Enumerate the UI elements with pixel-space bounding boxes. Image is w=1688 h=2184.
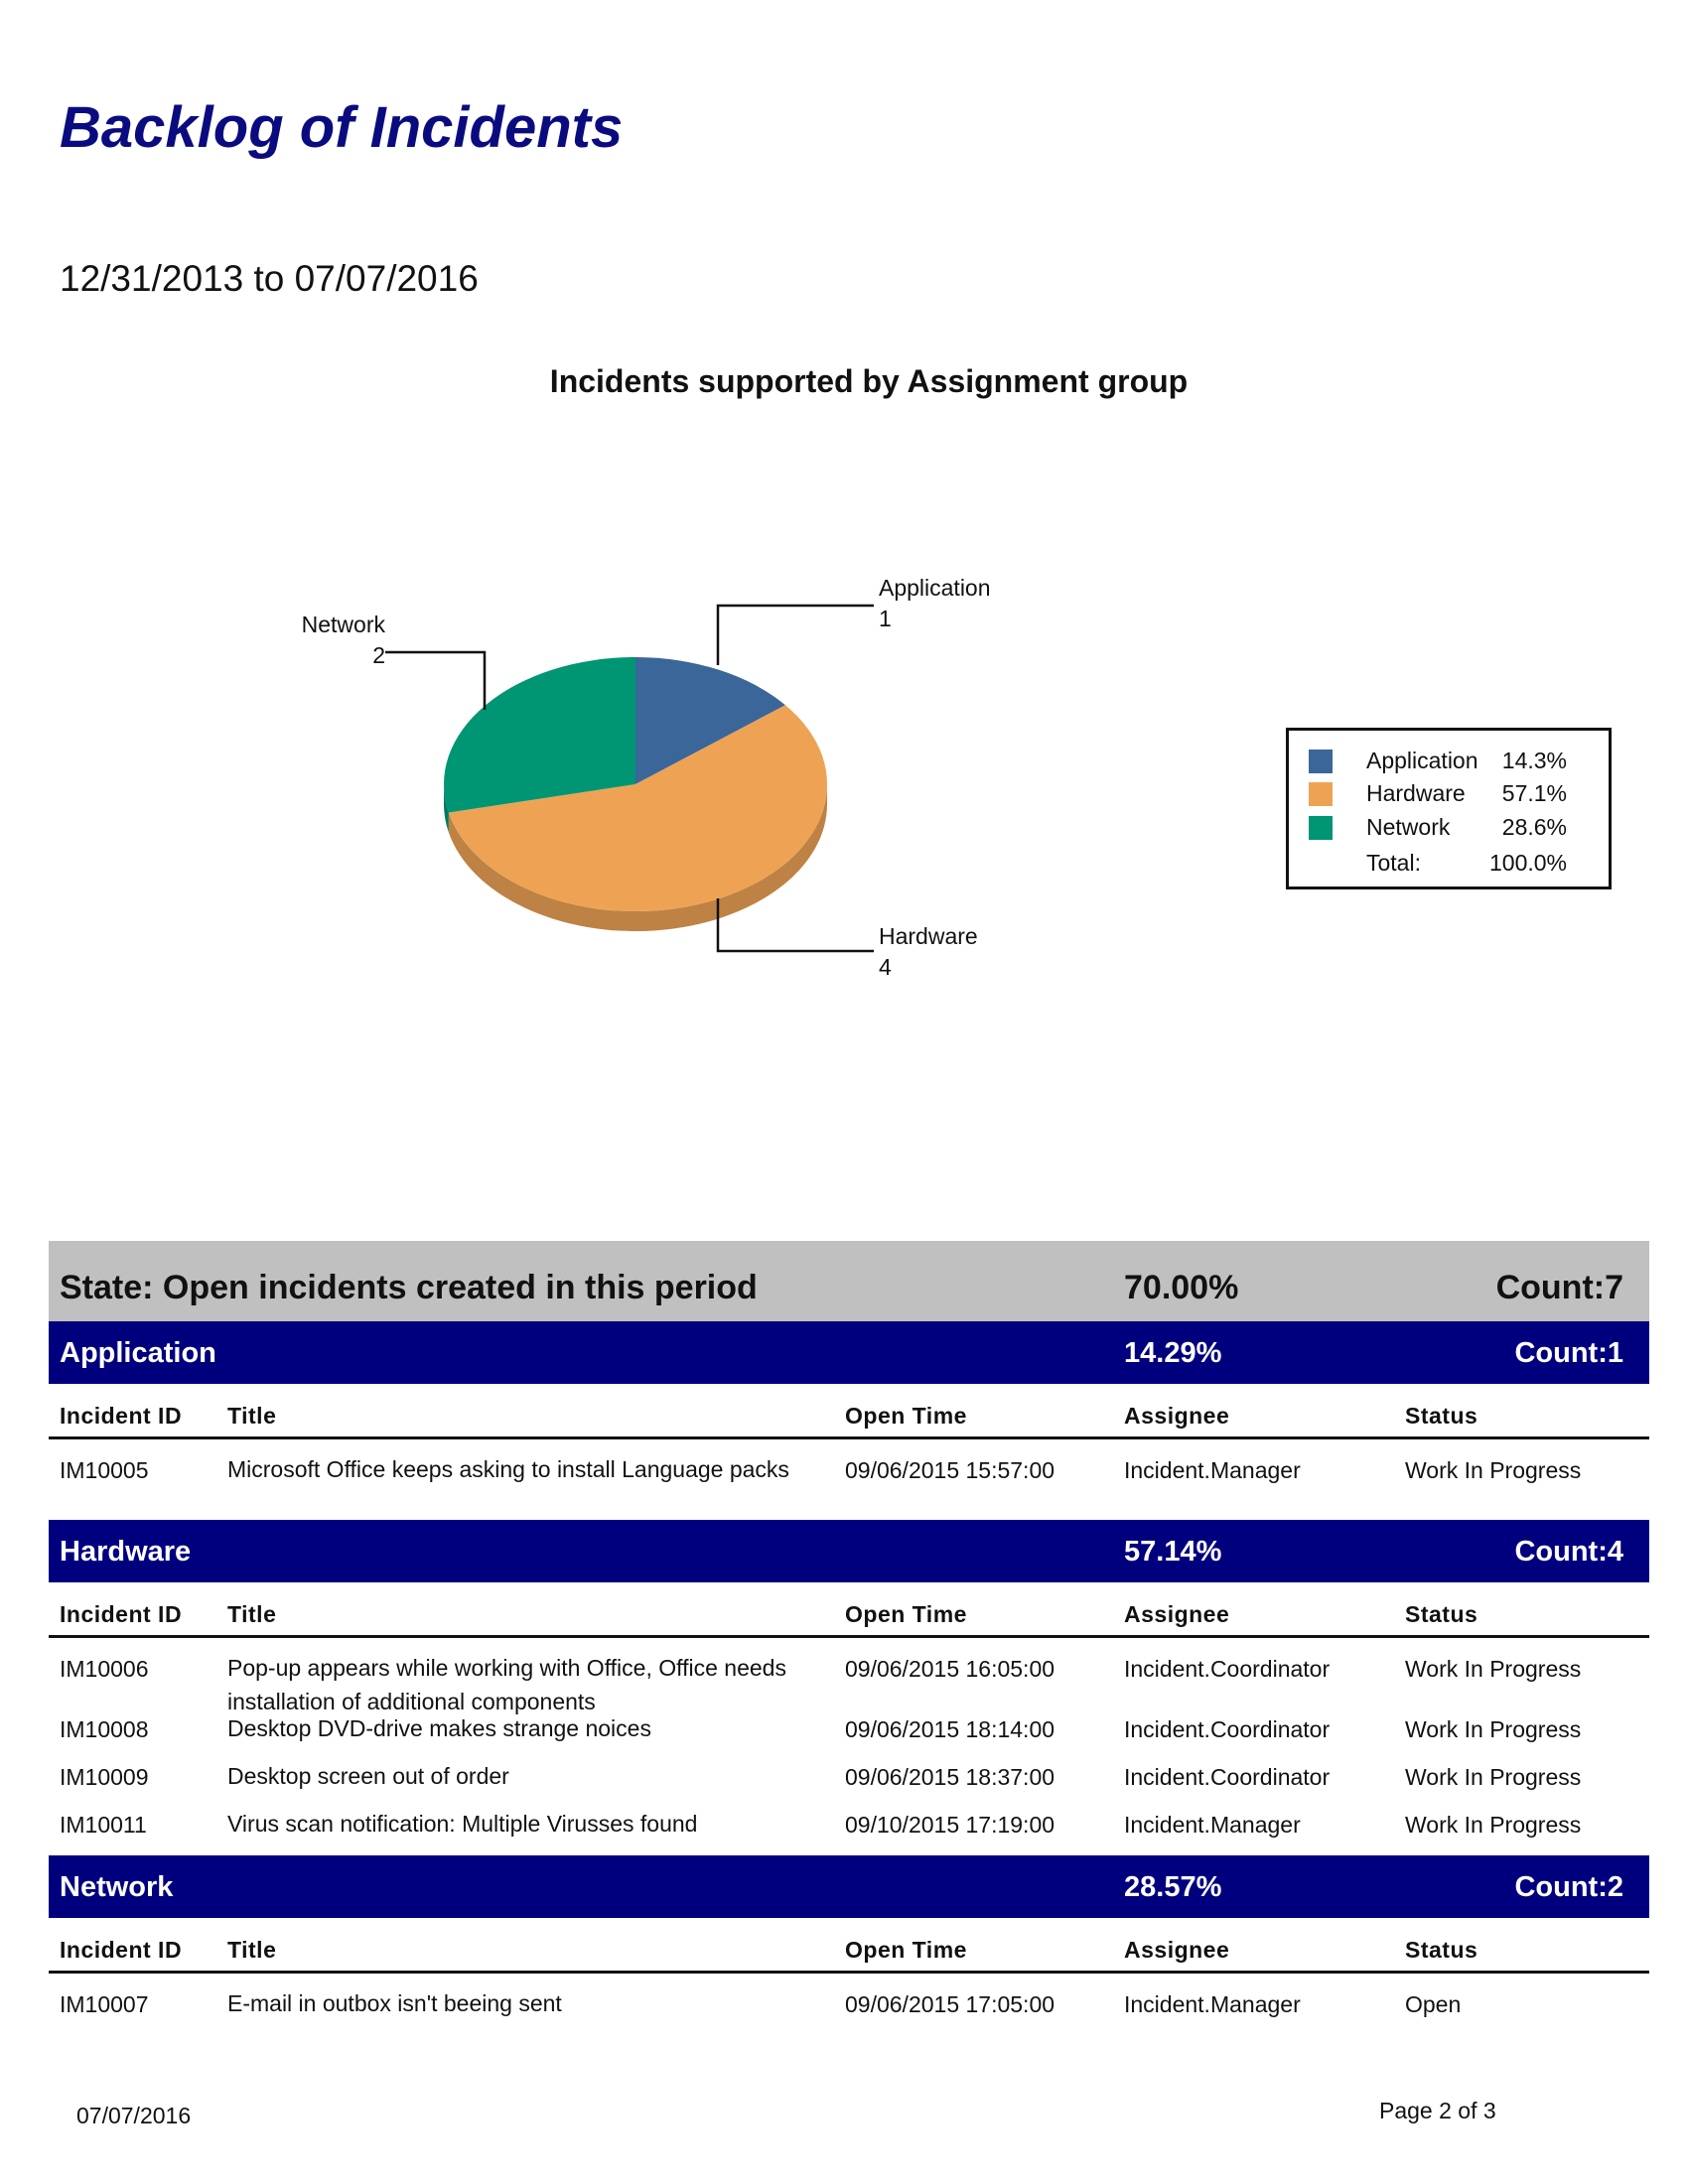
table-cell: Work In Progress (1405, 1656, 1582, 1682)
table-cell: 09/06/2015 18:14:00 (845, 1716, 1055, 1742)
table-cell: IM10005 (60, 1457, 149, 1483)
table-cell: Work In Progress (1405, 1812, 1582, 1838)
column-header: Open Time (845, 1403, 967, 1429)
column-header: Title (227, 1403, 277, 1429)
report-title: Backlog of Incidents (60, 95, 624, 160)
legend-item-hardware (1309, 778, 1607, 808)
legend-total-value: 100.0% (1488, 850, 1567, 876)
table-cell: Incident.Manager (1124, 1991, 1301, 2017)
group-name: Hardware (60, 1536, 192, 1568)
table-row (49, 1638, 1649, 1716)
table-cell: 09/06/2015 17:05:00 (845, 1991, 1055, 2017)
column-header: Status (1405, 1403, 1478, 1429)
table-cell: IM10011 (60, 1812, 147, 1838)
chart-title: Incidents supported by Assignment group (549, 363, 1189, 399)
table-cell: 09/06/2015 18:37:00 (845, 1764, 1055, 1790)
table-cell: Incident.Coordinator (1124, 1656, 1331, 1682)
table-cell: 09/10/2015 17:19:00 (845, 1812, 1055, 1838)
slice-label-application: Application (879, 575, 991, 601)
column-header: Assignee (1124, 1403, 1230, 1429)
group-name: Network (60, 1871, 174, 1903)
column-header: Open Time (845, 1937, 967, 1963)
table-row (49, 1439, 1649, 1520)
group-percent: 14.29% (1124, 1337, 1222, 1369)
table-cell: 09/06/2015 16:05:00 (845, 1656, 1055, 1682)
table-cell: Work In Progress (1405, 1764, 1582, 1790)
group-percent: 28.57% (1124, 1871, 1222, 1903)
footer-date: 07/07/2016 (76, 2103, 192, 2128)
slice-label-network: Network (301, 612, 385, 637)
table-row (49, 1764, 1649, 1812)
column-header: Assignee (1124, 1937, 1230, 1963)
group-header-application (49, 1321, 1649, 1384)
column-header: Title (227, 1937, 277, 1963)
legend-percentage: 14.3% (1501, 748, 1567, 773)
column-header: Incident ID (60, 1601, 183, 1627)
legend-total (1309, 848, 1607, 878)
table-cell: Pop-up appears while working with Office, Office needs installation of additional components (227, 1655, 786, 1714)
table-cell: IM10009 (60, 1764, 149, 1790)
legend-label: Application (1366, 748, 1478, 773)
footer-page-number: Page 2 of 3 (1379, 2098, 1496, 2123)
date-range: 12/31/2013 to 07/07/2016 (60, 258, 479, 299)
table-cell: Incident.Coordinator (1124, 1716, 1331, 1742)
leader-line-network (385, 652, 485, 710)
column-header-row (49, 1384, 1649, 1439)
state-summary-bar (49, 1241, 1649, 1321)
column-header: Incident ID (60, 1403, 183, 1429)
table-cell: Incident.Manager (1124, 1812, 1301, 1838)
column-header: Incident ID (60, 1937, 183, 1963)
table-cell: Desktop DVD-drive makes strange noices (227, 1715, 651, 1741)
legend-swatch (1309, 782, 1333, 806)
pie-chart (0, 556, 1092, 1023)
table-cell: Work In Progress (1405, 1457, 1582, 1483)
group-count: Count:1 (1514, 1337, 1623, 1369)
table-cell: Desktop screen out of order (227, 1763, 509, 1789)
slice-value-network: 2 (372, 642, 385, 668)
group-count: Count:2 (1514, 1871, 1623, 1903)
group-percent: 57.14% (1124, 1536, 1222, 1568)
table-cell: IM10007 (60, 1991, 149, 2017)
column-header: Open Time (845, 1601, 967, 1627)
state-count: Count:7 (1495, 1269, 1623, 1306)
legend-item-application (1309, 746, 1607, 775)
column-header: Status (1405, 1937, 1478, 1963)
column-header-row (49, 1918, 1649, 1974)
table-cell: Incident.Manager (1124, 1457, 1301, 1483)
legend-percentage: 57.1% (1501, 780, 1567, 806)
state-percent: 70.00% (1124, 1269, 1239, 1306)
table-cell: Incident.Coordinator (1124, 1764, 1331, 1790)
legend-percentage: 28.6% (1501, 814, 1567, 840)
slice-label-hardware: Hardware (879, 923, 978, 949)
legend-label: Network (1366, 814, 1451, 840)
chart-legend (1286, 728, 1612, 889)
table-cell: E-mail in outbox isn't beeing sent (227, 1990, 562, 2016)
table-cell: Virus scan notification: Multiple Virusses found (227, 1811, 698, 1837)
table-cell: Open (1405, 1991, 1462, 2017)
table-row (49, 1716, 1649, 1764)
table-cell: Work In Progress (1405, 1716, 1582, 1742)
table-cell: IM10006 (60, 1656, 149, 1682)
table-cell: 09/06/2015 15:57:00 (845, 1457, 1055, 1483)
column-header-row (49, 1582, 1649, 1638)
group-header-hardware (49, 1520, 1649, 1582)
legend-total-label: Total: (1366, 850, 1421, 876)
leader-line-application (718, 606, 874, 665)
table-row (49, 1812, 1649, 1855)
group-name: Application (60, 1337, 216, 1369)
legend-item-network (1309, 812, 1607, 842)
table-cell: Microsoft Office keeps asking to install Language packs (227, 1456, 789, 1482)
incident-table (49, 1241, 1649, 2033)
group-count: Count:4 (1514, 1536, 1623, 1568)
table-cell: IM10008 (60, 1716, 149, 1742)
column-header: Assignee (1124, 1601, 1230, 1627)
group-header-network (49, 1855, 1649, 1918)
legend-swatch (1309, 816, 1333, 840)
column-header: Status (1405, 1601, 1478, 1627)
legend-swatch (1309, 750, 1333, 773)
slice-value-hardware: 4 (879, 954, 892, 980)
legend-label: Hardware (1366, 780, 1466, 806)
slice-value-application: 1 (879, 606, 892, 631)
column-header: Title (227, 1601, 277, 1627)
table-row (49, 1974, 1649, 2033)
state-label: State: Open incidents created in this period (60, 1269, 758, 1306)
